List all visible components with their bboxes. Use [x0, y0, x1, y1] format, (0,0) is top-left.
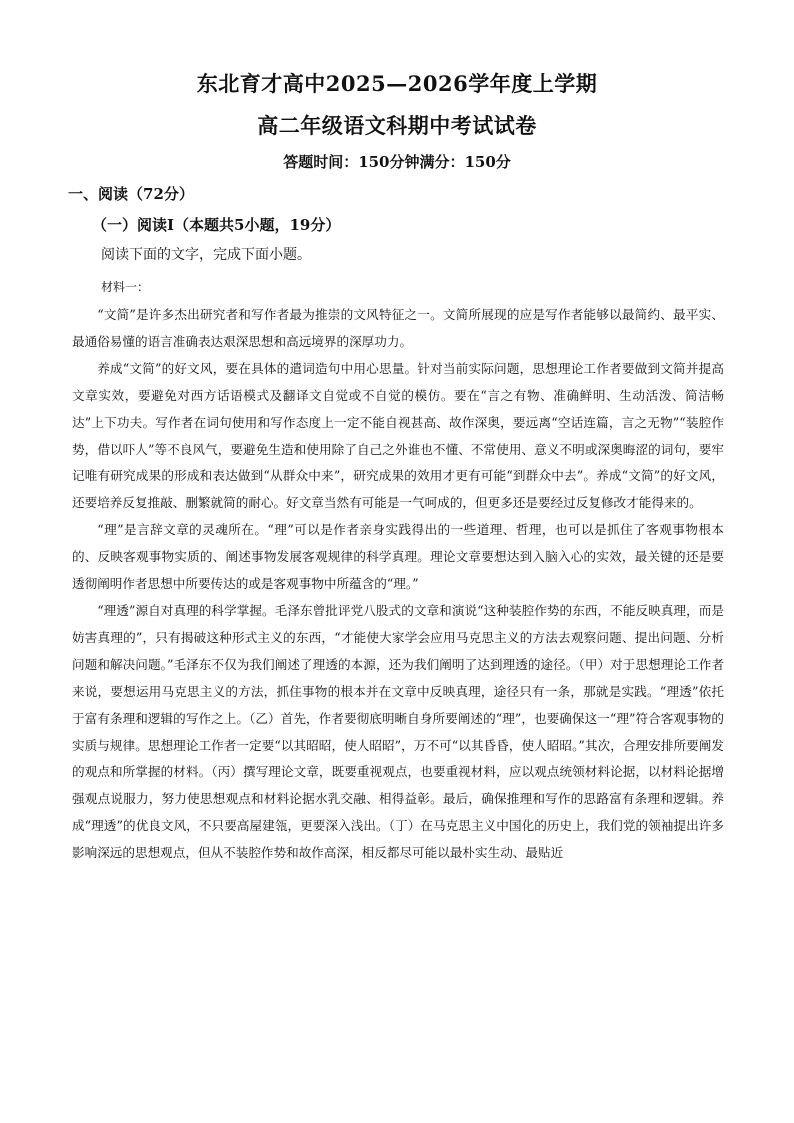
exam-time-score: 答题时间：150分钟满分：150分	[283, 153, 511, 171]
section-heading: 一、阅读（72分）	[68, 185, 194, 203]
reading-instruction: 阅读下面的文字，完成下面小题。	[101, 247, 311, 263]
passage-paragraph: “理”是言辞文章的灵魂所在。“理”可以是作者亲身实践得出的一些道理、哲理，也可以是抓住了客观事物根本的、反映客观事物实质的、阐述事物发展客观规律的科学真理。理论文章要想达到入脑入心的实效，最关键的还是要透彻阐明作者思想中所要传达的或是客观事物中所蕴含的“理。”	[72, 522, 724, 592]
passage-paragraph: 养成“文简”的好文风，要在具体的遣词造句中用心思量。针对当前实际问题，思想理论工作者要做到文简并提高文章实效，要避免对西方话语模式及翻译文自觉或不自觉的模仿。要在“言之有物、准确鲜明、生动活泼、简洁畅达”上下功夫。写作者在词句使用和写作态度上一定不能自视甚高、故作深奥，要远离“空话连篇，言之无物”“装腔作势，借以吓人”等不良风气，要避免生造和使用除了自己之外谁也不懂、不常使用、意义不明或深奥晦涩的词句，要牢记唯有研究成果的形成和表达做到“从群众中来”，研究成果的效用才更有可能“到群众中去”。养成“文简”的好文风，还要培养反复推敲、删繁就简的耐心。好文章当然有可能是一气呵成的，但更多还是要经过反复修改才能得来的。	[72, 360, 724, 511]
passage-paragraph: “文简”是许多杰出研究者和写作者最为推崇的文风特征之一。文简所展现的应是写作者能够以最简约、最平实、最通俗易懂的语言准确表达艰深思想和高远境界的深厚功力。	[72, 307, 724, 349]
passage-paragraph: “理透”源自对真理的科学掌握。毛泽东曾批评党八股式的文章和演说“这种装腔作势的东西，不能反映真理，而是妨害真理的”，只有揭破这种形式主义的东西，“才能使大家学会应用马克思主义的方法去观察问题、提出问题、分析问题和解决问题。”毛泽东不仅为我们阐述了理透的本源，还为我们阐明了达到理透的途径。（甲）对于思想理论工作者来说，要想运用马克思主义的方法，抓住事物的根本并在文章中反映真理，途径只有一条，那就是实践。“理透”依托于富有条理和逻辑的写作之上。（乙）首先，作者要彻底明晰自身所要阐述的“理”，也要确保这一“理”符合客观事物的实质与规律。思想理论工作者一定要“以其昭昭，使人昭昭”，万不可“以其昏昏，使人昭昭。”其次，合理安排所要阐发的观点和所掌握的材料。（丙）撰写理论文章，既要重视观点，也要重视材料，应以观点统领材料论据，以材料论据增强观点说服力，努力使思想观点和材料论据水乳交融、相得益彰。最后，确保推理和写作的思路富有条理和逻辑。养成“理透”的优良文风，不只要高屋建瓴，更要深入浅出。（丁）在马克思主义中国化的历史上，我们党的领袖提出许多影响深远的思想观点，但从不装腔作势和故作高深，相反都尽可能以最朴实生动、最贴近	[72, 602, 724, 861]
material-label: 材料一：	[101, 280, 150, 294]
subsection-heading: （一）阅读Ⅰ（本题共5小题，19分）	[92, 216, 341, 234]
passage-body	[72, 302, 724, 867]
exam-title-subject: 高二年级语文科期中考试试卷	[257, 113, 537, 138]
exam-title-school: 东北育才高中2025—2026学年度上学期	[196, 71, 598, 96]
